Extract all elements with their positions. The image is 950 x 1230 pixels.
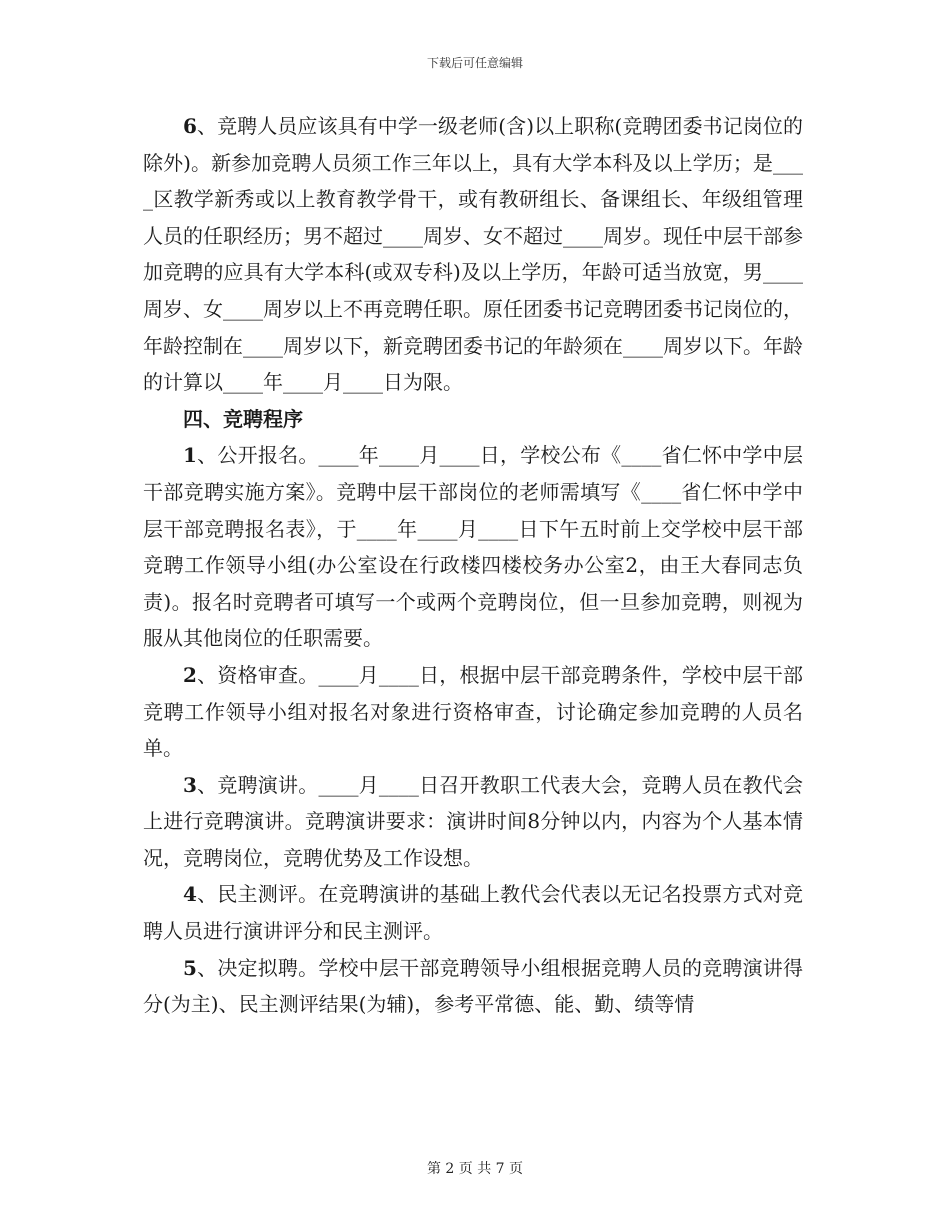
paragraph-text: 、民主测评。在竞聘演讲的基础上教代会代表以无记名投票方式对竞聘人员进行演讲评分和民主测评。: [143, 882, 803, 944]
paragraph-step-2: [143, 657, 803, 767]
paragraph-text: 、公开报名。____年____月____日，学校公布《____省仁怀中学中层干部竞聘实施方案》。竞聘中层干部岗位的老师需填写《____省仁怀中学中层干部竞聘报名表》，于____年____月____日下午五时前上交学校中层干部竞聘工作领导小组(办公室设在行政楼四楼校务办公室2，由王大春同志负责)。报名时竞聘者可填写一个或两个竞聘岗位，但一旦参加竞聘，则视为服从其他岗位的任职需要。: [143, 443, 803, 651]
step-number: 5: [183, 955, 197, 980]
section-heading: 四、竞聘程序: [183, 406, 303, 431]
page-footer: 第 2 页 共 7 页: [426, 1161, 524, 1177]
paragraph-text: 、决定拟聘。学校中层干部竞聘领导小组根据竞聘人员的竞聘演讲得分(为主)、民主测评结果(为辅)，参考平常德、能、勤、绩等情: [143, 955, 803, 1017]
document-body: [143, 108, 803, 1023]
paragraph-text: 、竞聘人员应该具有中学一级老师(含)以上职称(竞聘团委书记岗位的除外)。新参加竞聘人员须工作三年以上，具有大学本科及以上学历；是____区教学新秀或以上教育教学骨干，或有教研组长、备课组长、年级组管理人员的任职经历；男不超过____周岁、女不超过____周岁。现任中层干部参加竞聘的应具有大学本科(或双专科)及以上学历，年龄可适当放宽，男____周岁、女____周岁以上不再竞聘任职。原任团委书记竞聘团委书记岗位的，年龄控制在____周岁以下，新竞聘团委书记的年龄须在____周岁以下。年龄的计算以____年____月____日为限。: [143, 114, 803, 395]
step-number: 2: [183, 662, 197, 687]
paragraph-step-4: [143, 876, 803, 949]
paragraph-step-1: [143, 437, 803, 657]
paragraph-step-3: [143, 767, 803, 877]
page-header: 下载后可任意编辑: [426, 56, 523, 70]
step-number: 3: [183, 772, 197, 797]
paragraph-text: 、竞聘演讲。____月____日召开教职工代表大会，竞聘人员在教代会上进行竞聘演讲。竞聘演讲要求：演讲时间8分钟以内，内容为个人基本情况，竞聘岗位，竞聘优势及工作设想。: [143, 772, 803, 870]
item-number: 6: [183, 114, 197, 138]
step-number: 4: [183, 882, 197, 907]
paragraph-item-6: [143, 108, 803, 401]
paragraph-step-5: [143, 950, 803, 1023]
step-number: 1: [183, 443, 197, 468]
paragraph-text: 、资格审查。____月____日，根据中层干部竞聘条件，学校中层干部竞聘工作领导小组对报名对象进行资格审查，讨论确定参加竞聘的人员名单。: [143, 662, 803, 761]
